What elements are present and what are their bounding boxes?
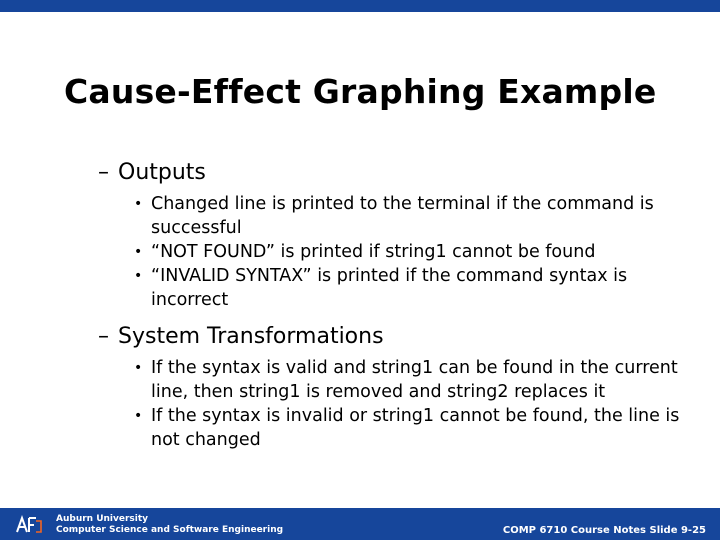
outputs-bullet-list [0, 192, 720, 312]
list-item [0, 264, 720, 312]
slide-content [0, 158, 720, 458]
section-heading-system-transformations [0, 322, 720, 352]
dash-marker: – [98, 324, 109, 349]
dash-marker: – [98, 160, 109, 185]
bullet-text: If the syntax is invalid or string1 cannot be found, the line is not changed [151, 406, 680, 450]
list-item [0, 240, 720, 264]
bullet-icon: • [134, 268, 143, 284]
slide-title: Cause-Effect Graphing Example [64, 72, 657, 111]
footer-department: Computer Science and Software Engineering [56, 525, 284, 535]
slide-footer [0, 508, 720, 540]
bullet-icon: • [134, 360, 143, 376]
bullet-text: “INVALID SYNTAX” is printed if the command syntax is incorrect [151, 266, 628, 310]
section-heading-text: System Transformations [118, 324, 384, 349]
bullet-text: “NOT FOUND” is printed if string1 cannot be found [151, 242, 596, 262]
bullet-text: Changed line is printed to the terminal if the command is successful [151, 194, 654, 238]
list-item [0, 404, 720, 452]
bullet-icon: • [134, 408, 143, 424]
section-heading-text: Outputs [118, 160, 206, 185]
footer-slide-number: COMP 6710 Course Notes Slide 9-25 [502, 525, 706, 536]
auburn-university-logo-icon [14, 512, 44, 538]
list-item [0, 356, 720, 404]
transformations-bullet-list [0, 356, 720, 452]
bullet-text: If the syntax is valid and string1 can be found in the current line, then string1 is removed and string2 replaces it [151, 358, 678, 402]
bullet-icon: • [134, 244, 143, 260]
list-item [0, 192, 720, 240]
bullet-icon: • [134, 196, 143, 212]
footer-university: Auburn University [56, 514, 149, 524]
top-accent-bar [0, 0, 720, 12]
section-heading-outputs [0, 158, 720, 188]
